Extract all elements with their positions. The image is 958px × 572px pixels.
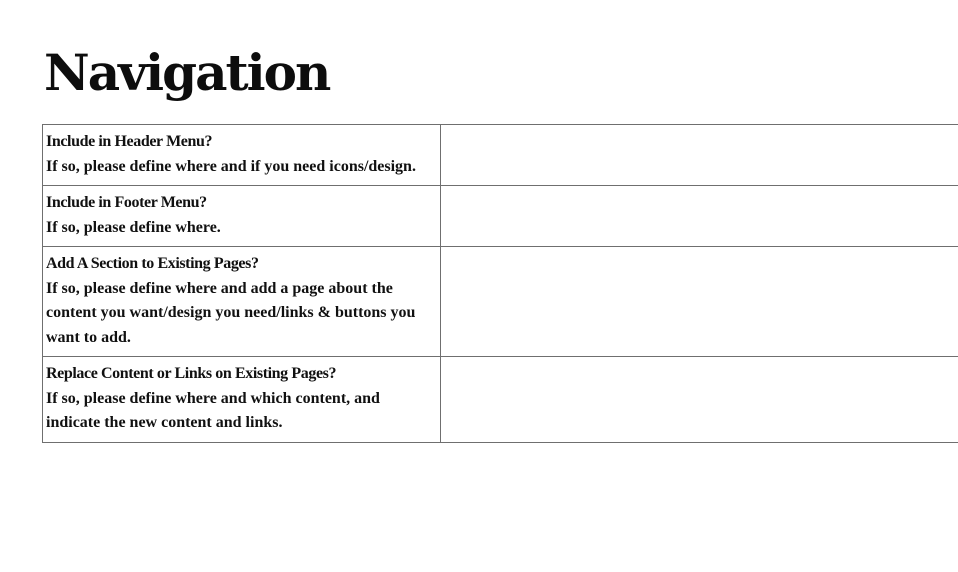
question-description: If so, please define where and add a page about the content you want/design you need/links & buttons you want to add.: [46, 279, 416, 346]
question-title: Replace Content or Links on Existing Pages?: [46, 365, 337, 382]
table-row: [43, 125, 958, 186]
question-cell: [43, 247, 441, 357]
answer-cell[interactable]: [441, 125, 958, 186]
table-row: [43, 247, 958, 357]
question-description: If so, please define where.: [46, 218, 221, 236]
answer-cell[interactable]: [441, 186, 958, 247]
question-title: Include in Footer Menu?: [46, 194, 207, 211]
answer-cell[interactable]: [441, 357, 958, 443]
table-row: [43, 357, 958, 443]
table-row: [43, 186, 958, 247]
question-cell: [43, 125, 441, 186]
question-title: Include in Header Menu?: [46, 133, 213, 150]
question-title: Add A Section to Existing Pages?: [46, 255, 259, 272]
navigation-table: [42, 124, 958, 443]
question-description: If so, please define where and if you need icons/design.: [46, 157, 416, 175]
page-title: Navigation: [44, 43, 330, 102]
answer-cell[interactable]: [441, 247, 958, 357]
question-description: If so, please define where and which content, and indicate the new content and links.: [46, 389, 380, 431]
question-cell: [43, 186, 441, 247]
question-cell: [43, 357, 441, 443]
